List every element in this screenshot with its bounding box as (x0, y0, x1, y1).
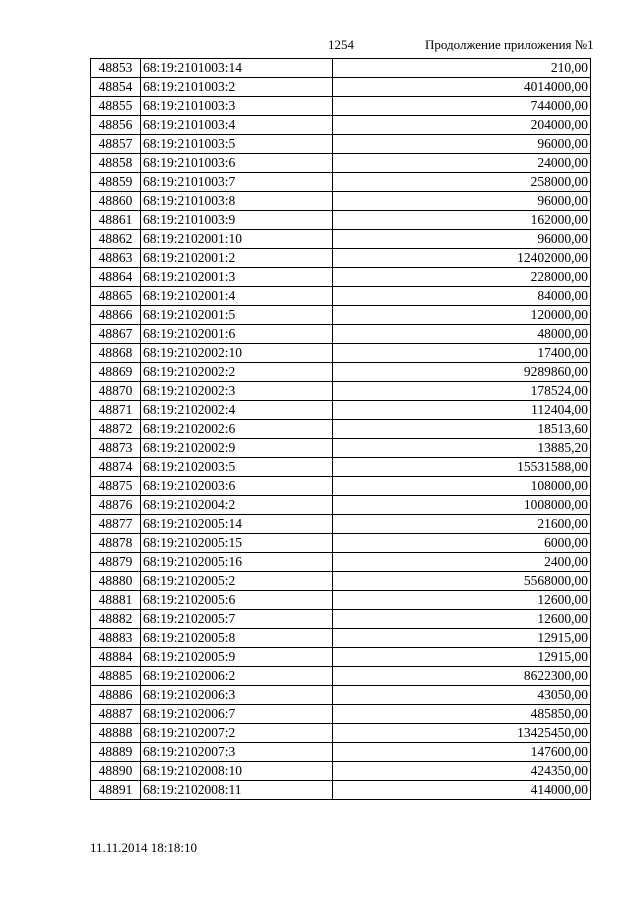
table-row (91, 420, 591, 439)
value-cell: 43050,00 (333, 686, 591, 705)
row-id-cell: 48870 (91, 382, 141, 401)
cadastral-number-cell: 68:19:2102005:6 (141, 591, 333, 610)
table-row (91, 363, 591, 382)
row-id-cell: 48879 (91, 553, 141, 572)
cadastral-number-cell: 68:19:2101003:6 (141, 154, 333, 173)
cadastral-number-cell: 68:19:2102001:6 (141, 325, 333, 344)
row-id-cell: 48874 (91, 458, 141, 477)
table-row (91, 534, 591, 553)
cadastral-number-cell: 68:19:2102006:3 (141, 686, 333, 705)
row-id-cell: 48853 (91, 59, 141, 78)
table-row (91, 686, 591, 705)
cadastral-number-cell: 68:19:2101003:9 (141, 211, 333, 230)
row-id-cell: 48875 (91, 477, 141, 496)
table-row (91, 249, 591, 268)
table-row (91, 553, 591, 572)
cadastral-number-cell: 68:19:2102003:6 (141, 477, 333, 496)
page-caption: Продолжение приложения №1 (425, 37, 594, 52)
row-id-cell: 48889 (91, 743, 141, 762)
row-id-cell: 48866 (91, 306, 141, 325)
row-id-cell: 48873 (91, 439, 141, 458)
table-row (91, 230, 591, 249)
table-row (91, 154, 591, 173)
cadastral-number-cell: 68:19:2102001:4 (141, 287, 333, 306)
cadastral-number-cell: 68:19:2102005:7 (141, 610, 333, 629)
cadastral-number-cell: 68:19:2101003:3 (141, 97, 333, 116)
table-row (91, 496, 591, 515)
cadastral-number-cell: 68:19:2102001:10 (141, 230, 333, 249)
value-cell: 162000,00 (333, 211, 591, 230)
cadastral-number-cell: 68:19:2102002:3 (141, 382, 333, 401)
cadastral-number-cell: 68:19:2102008:11 (141, 781, 333, 800)
table-row (91, 135, 591, 154)
row-id-cell: 48867 (91, 325, 141, 344)
table-row (91, 762, 591, 781)
data-table (90, 58, 591, 800)
cadastral-number-cell: 68:19:2102002:10 (141, 344, 333, 363)
row-id-cell: 48882 (91, 610, 141, 629)
cadastral-number-cell: 68:19:2102006:2 (141, 667, 333, 686)
value-cell: 8622300,00 (333, 667, 591, 686)
row-id-cell: 48856 (91, 116, 141, 135)
value-cell: 13885,20 (333, 439, 591, 458)
cadastral-number-cell: 68:19:2102005:15 (141, 534, 333, 553)
value-cell: 147600,00 (333, 743, 591, 762)
table-row (91, 610, 591, 629)
table-row (91, 515, 591, 534)
table-row (91, 116, 591, 135)
cadastral-number-cell: 68:19:2102005:9 (141, 648, 333, 667)
cadastral-number-cell: 68:19:2101003:5 (141, 135, 333, 154)
row-id-cell: 48854 (91, 78, 141, 97)
table-row (91, 211, 591, 230)
value-cell: 744000,00 (333, 97, 591, 116)
cadastral-number-cell: 68:19:2102006:7 (141, 705, 333, 724)
table-row (91, 667, 591, 686)
row-id-cell: 48858 (91, 154, 141, 173)
row-id-cell: 48859 (91, 173, 141, 192)
row-id-cell: 48860 (91, 192, 141, 211)
value-cell: 204000,00 (333, 116, 591, 135)
cadastral-number-cell: 68:19:2102002:4 (141, 401, 333, 420)
cadastral-number-cell: 68:19:2101003:14 (141, 59, 333, 78)
table-row (91, 591, 591, 610)
value-cell: 108000,00 (333, 477, 591, 496)
row-id-cell: 48865 (91, 287, 141, 306)
value-cell: 485850,00 (333, 705, 591, 724)
value-cell: 17400,00 (333, 344, 591, 363)
value-cell: 18513,60 (333, 420, 591, 439)
row-id-cell: 48871 (91, 401, 141, 420)
cadastral-number-cell: 68:19:2102005:8 (141, 629, 333, 648)
row-id-cell: 48863 (91, 249, 141, 268)
table-row (91, 173, 591, 192)
value-cell: 15531588,00 (333, 458, 591, 477)
value-cell: 414000,00 (333, 781, 591, 800)
cadastral-number-cell: 68:19:2102007:2 (141, 724, 333, 743)
cadastral-number-cell: 68:19:2102002:9 (141, 439, 333, 458)
value-cell: 48000,00 (333, 325, 591, 344)
row-id-cell: 48857 (91, 135, 141, 154)
cadastral-number-cell: 68:19:2101003:8 (141, 192, 333, 211)
value-cell: 84000,00 (333, 287, 591, 306)
cadastral-number-cell: 68:19:2101003:7 (141, 173, 333, 192)
table-body (91, 59, 591, 800)
cadastral-number-cell: 68:19:2102003:5 (141, 458, 333, 477)
table-row (91, 59, 591, 78)
table-row (91, 781, 591, 800)
cadastral-number-cell: 68:19:2102001:3 (141, 268, 333, 287)
cadastral-number-cell: 68:19:2102008:10 (141, 762, 333, 781)
cadastral-number-cell: 68:19:2102002:2 (141, 363, 333, 382)
cadastral-number-cell: 68:19:2101003:2 (141, 78, 333, 97)
value-cell: 258000,00 (333, 173, 591, 192)
value-cell: 9289860,00 (333, 363, 591, 382)
table-row (91, 325, 591, 344)
row-id-cell: 48887 (91, 705, 141, 724)
value-cell: 6000,00 (333, 534, 591, 553)
value-cell: 96000,00 (333, 192, 591, 211)
table-row (91, 743, 591, 762)
row-id-cell: 48872 (91, 420, 141, 439)
value-cell: 178524,00 (333, 382, 591, 401)
row-id-cell: 48864 (91, 268, 141, 287)
cadastral-number-cell: 68:19:2102004:2 (141, 496, 333, 515)
row-id-cell: 48891 (91, 781, 141, 800)
value-cell: 21600,00 (333, 515, 591, 534)
cadastral-number-cell: 68:19:2102005:16 (141, 553, 333, 572)
cadastral-number-cell: 68:19:2102007:3 (141, 743, 333, 762)
row-id-cell: 48890 (91, 762, 141, 781)
row-id-cell: 48885 (91, 667, 141, 686)
cadastral-number-cell: 68:19:2102001:5 (141, 306, 333, 325)
table-row (91, 97, 591, 116)
row-id-cell: 48880 (91, 572, 141, 591)
table-row (91, 705, 591, 724)
row-id-cell: 48861 (91, 211, 141, 230)
value-cell: 1008000,00 (333, 496, 591, 515)
value-cell: 120000,00 (333, 306, 591, 325)
value-cell: 96000,00 (333, 230, 591, 249)
table-row (91, 724, 591, 743)
value-cell: 24000,00 (333, 154, 591, 173)
row-id-cell: 48886 (91, 686, 141, 705)
table-row (91, 458, 591, 477)
table-row (91, 572, 591, 591)
row-id-cell: 48869 (91, 363, 141, 382)
table-row (91, 78, 591, 97)
value-cell: 12600,00 (333, 591, 591, 610)
table-row (91, 344, 591, 363)
row-id-cell: 48876 (91, 496, 141, 515)
row-id-cell: 48881 (91, 591, 141, 610)
value-cell: 12402000,00 (333, 249, 591, 268)
table-row (91, 382, 591, 401)
row-id-cell: 48862 (91, 230, 141, 249)
value-cell: 96000,00 (333, 135, 591, 154)
value-cell: 4014000,00 (333, 78, 591, 97)
value-cell: 12600,00 (333, 610, 591, 629)
row-id-cell: 48877 (91, 515, 141, 534)
value-cell: 228000,00 (333, 268, 591, 287)
footer-timestamp: 11.11.2014 18:18:10 (90, 840, 198, 855)
value-cell: 12915,00 (333, 648, 591, 667)
row-id-cell: 48883 (91, 629, 141, 648)
value-cell: 5568000,00 (333, 572, 591, 591)
value-cell: 13425450,00 (333, 724, 591, 743)
table-row (91, 287, 591, 306)
table-row (91, 306, 591, 325)
row-id-cell: 48884 (91, 648, 141, 667)
table-row (91, 648, 591, 667)
cadastral-number-cell: 68:19:2102001:2 (141, 249, 333, 268)
page-number: 1254 (328, 37, 354, 52)
value-cell: 112404,00 (333, 401, 591, 420)
cadastral-number-cell: 68:19:2102005:2 (141, 572, 333, 591)
row-id-cell: 48888 (91, 724, 141, 743)
value-cell: 12915,00 (333, 629, 591, 648)
value-cell: 2400,00 (333, 553, 591, 572)
table-row (91, 439, 591, 458)
cadastral-number-cell: 68:19:2102002:6 (141, 420, 333, 439)
row-id-cell: 48868 (91, 344, 141, 363)
cadastral-number-cell: 68:19:2102005:14 (141, 515, 333, 534)
table-row (91, 401, 591, 420)
table-row (91, 629, 591, 648)
value-cell: 424350,00 (333, 762, 591, 781)
row-id-cell: 48878 (91, 534, 141, 553)
table-row (91, 268, 591, 287)
table-row (91, 477, 591, 496)
row-id-cell: 48855 (91, 97, 141, 116)
value-cell: 210,00 (333, 59, 591, 78)
table-row (91, 192, 591, 211)
cadastral-number-cell: 68:19:2101003:4 (141, 116, 333, 135)
